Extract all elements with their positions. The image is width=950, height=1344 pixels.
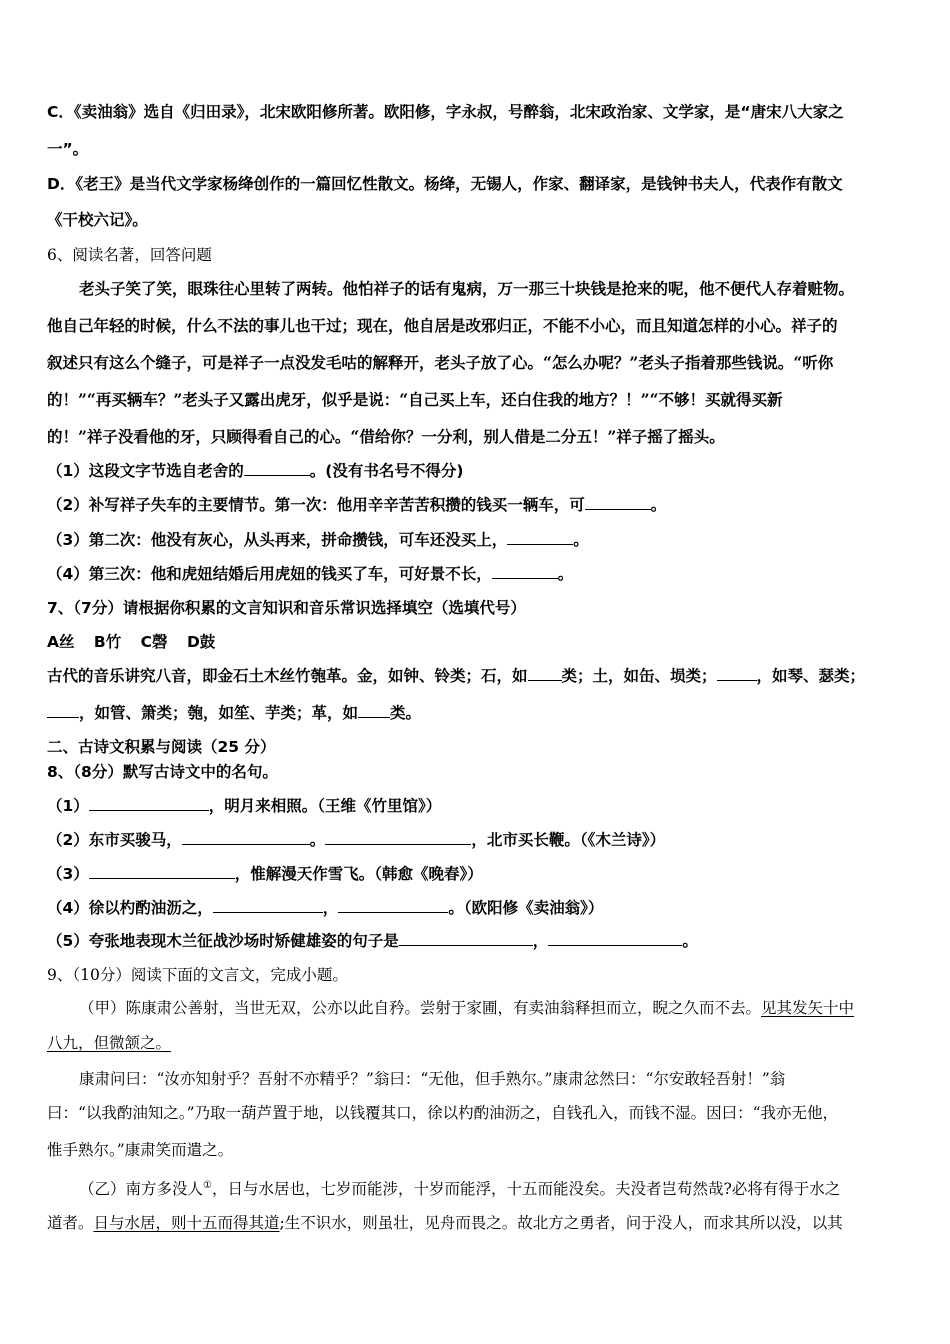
q7-l1-mid: 类；土，如缶、埙类； <box>561 667 717 685</box>
answer-blank[interactable] <box>182 830 310 845</box>
q9-heading: 9、（10分）阅读下面的文言文，完成小题。 <box>47 966 348 984</box>
q6-s1-text: （1）这段文字节选自老舍的 <box>47 462 244 480</box>
q8-s5-sep: ， <box>532 932 549 950</box>
q6-s1-note: 。(没有书名号不得分) <box>309 462 464 480</box>
q5-option-c-line1: C．《卖油翁》选自《归田录》，北宋欧阳修所著。欧阳修，字永叔，号醉翁，北宋政治家、文学家，是“唐宋八大家之 <box>47 103 844 121</box>
q9-yi2-text: 道者。 <box>47 1214 94 1232</box>
q6-subquestion-3 <box>47 530 589 550</box>
answer-blank[interactable] <box>492 564 558 579</box>
q7-heading: 7、（7分）请根据你积累的文言知识和音乐常识选择填空（选填代号） <box>47 599 526 617</box>
q9-jia-underlined-2: 八九，但微颔之。 <box>47 1034 172 1052</box>
answer-blank[interactable] <box>47 703 79 718</box>
q6-passage-line2: 他自己年轻的时候，什么不法的事儿也干过；现在，他自居是改邪归正，不能不小心，而且知道怎样的小心。祥子的 <box>47 316 838 335</box>
q7-option-a: A丝 <box>47 633 75 651</box>
answer-blank[interactable] <box>399 931 533 946</box>
q7-option-c: C磬 <box>140 633 168 651</box>
q8-s2-end: ，北市买长鞭。（《木兰诗》） <box>471 831 666 849</box>
q8-item-5 <box>47 931 698 951</box>
q9-jia-line3: 康肃问曰：“汝亦知射乎？吾射不亦精乎？”翁曰：“无他，但手熟尔。”康肃忿然曰：“尔安敢轻吾射！”翁 <box>79 1070 786 1088</box>
q6-subquestion-1 <box>47 461 463 481</box>
q9-yi-line2 <box>47 1213 843 1233</box>
q8-s5-end: 。 <box>682 932 698 950</box>
q8-s5-text: （5）夸张地表现木兰征战沙场时矫健雄姿的句子是 <box>47 932 399 950</box>
answer-blank[interactable] <box>548 931 682 946</box>
q6-s3-text: （3）第二次：他没有灰心，从头再来，拼命攒钱，可车还没买上， <box>47 531 508 549</box>
q9-jia-line4: 曰：“以我酌油知之。”乃取一葫芦置于地，以钱覆其口，徐以杓酌油沥之，自钱孔入，而钱不湿。因曰：“我亦无他， <box>47 1104 839 1122</box>
q9-yi-line1 <box>79 1176 840 1199</box>
q7-l2-text: ，如管、箫类；匏，如笙、芋类；革，如 <box>79 704 359 722</box>
answer-blank[interactable] <box>507 530 573 545</box>
q9-yi2-text-2: ;生不识水，则虽壮，见舟而畏之。故北方之勇者，问于没人，而求其所以没，以其 <box>279 1214 843 1232</box>
answer-blank[interactable] <box>338 898 448 913</box>
q6-passage-line1: 老头子笑了笑，眼珠往心里转了两转。他怕祥子的话有鬼病，万一那三十块钱是抢来的呢，他不便代人存着赃物。 <box>79 279 855 298</box>
answer-blank[interactable] <box>358 703 390 718</box>
q5-option-c-line2: 一”。 <box>47 140 89 158</box>
q8-s4-sep: ， <box>322 899 339 917</box>
q9-jia-line1 <box>79 998 854 1018</box>
q9-yi-text-2: ，日与水居也，七岁而能涉，十岁而能浮，十五而能没矣。夫没者岂苟然哉?必将有得于水之 <box>211 1180 841 1199</box>
q6-s2-end: 。 <box>650 496 667 514</box>
q9-jia-text: （甲）陈康肃公善射，当世无双，公亦以此自矜。尝射于家圃，有卖油翁释担而立，睨之久而不去。 <box>79 999 762 1017</box>
q8-s3-text: ，惟解漫天作雪飞。（韩愈《晚春》） <box>234 865 483 883</box>
q8-s4-text: （4）徐以杓酌油沥之， <box>47 899 213 917</box>
q6-s2-text: （2）补写祥子失车的主要情节。第一次：他用辛辛苦苦积攒的钱买一辆车，可 <box>47 496 585 514</box>
q7-line1 <box>47 666 865 686</box>
q8-item-2 <box>47 830 665 850</box>
answer-blank[interactable] <box>585 495 651 510</box>
q6-heading: 6、阅读名著，回答问题 <box>47 246 212 264</box>
answer-blank[interactable] <box>244 461 310 476</box>
q8-item-4 <box>47 898 603 918</box>
q7-option-d: D鼓 <box>186 633 216 651</box>
q8-s1-text: ，明月来相照。（王维《竹里馆》） <box>208 797 442 815</box>
q8-item-3 <box>47 864 483 884</box>
q6-passage-line5: 的！”祥子没看他的牙，只顾得看自己的心。“借给你？一分利，别人借是二分五！”祥子摇了摇头。 <box>47 427 725 446</box>
q7-l1-text: 古代的音乐讲究八音，即金石土木丝竹匏革。金，如钟、铃类；石，如 <box>47 667 528 685</box>
q5-option-d-line1: D．《老王》是当代文学家杨绛创作的一篇回忆性散文。杨绛，无锡人，作家、翻译家，是钱钟书夫人，代表作有散文 <box>47 175 843 193</box>
q6-passage-line4: 的！”“再买辆车？”老头子又露出虎牙，似乎是说：“自己买上车，还白住我的地方？！”“不够！买就得买新 <box>47 390 783 409</box>
answer-blank[interactable] <box>89 796 209 811</box>
answer-blank[interactable] <box>213 898 323 913</box>
q8-s1-num: （1） <box>47 797 89 815</box>
q8-item-1 <box>47 796 441 816</box>
q9-jia-line5: 惟手熟尔。”康肃笑而遣之。 <box>47 1141 234 1159</box>
q7-line2 <box>47 703 421 723</box>
q6-s4-text: （4）第三次：他和虎妞结婚后用虎妞的钱买了车，可好景不长， <box>47 565 492 583</box>
answer-blank[interactable] <box>89 864 235 879</box>
q7-l2-end: 类。 <box>390 704 422 722</box>
q6-subquestion-4 <box>47 564 573 584</box>
answer-blank[interactable] <box>325 830 471 845</box>
q8-s2-sep: 。 <box>309 831 326 849</box>
q9-jia-line2 <box>47 1033 171 1053</box>
q5-option-d-line2: 《干校六记》。 <box>47 211 148 229</box>
q9-jia-underlined: 见其发矢十中 <box>761 999 855 1017</box>
q9-yi-underlined: 日与水居，则十五而得其道 <box>93 1214 280 1232</box>
q9-yi-text: （乙）南方多没人 <box>79 1180 204 1199</box>
q8-s2-text: （2）东市买骏马， <box>47 831 182 849</box>
footnote-marker: ① <box>203 1180 212 1191</box>
q7-option-b: B竹 <box>93 633 122 651</box>
q7-options <box>47 632 215 652</box>
q6-subquestion-2 <box>47 495 666 515</box>
q7-l1-end: ，如琴、瑟类； <box>756 667 866 685</box>
answer-blank[interactable] <box>528 666 562 681</box>
section-2-heading: 二、古诗文积累与阅读（25 分） <box>47 738 276 756</box>
q6-passage-line3: 叙述只有这么个缝子，可是祥子一点没发毛咕的解释开，老头子放了心。“怎么办呢？”老头子指着那些钱说。“听你 <box>47 353 834 372</box>
q6-s4-end: 。 <box>557 565 574 583</box>
q6-s3-end: 。 <box>573 531 589 549</box>
q8-s4-end: 。（欧阳修《卖油翁》） <box>448 899 604 917</box>
q8-s3-num: （3） <box>47 865 89 883</box>
answer-blank[interactable] <box>717 666 757 681</box>
q8-heading: 8、（8分）默写古诗文中的名句。 <box>47 763 278 781</box>
